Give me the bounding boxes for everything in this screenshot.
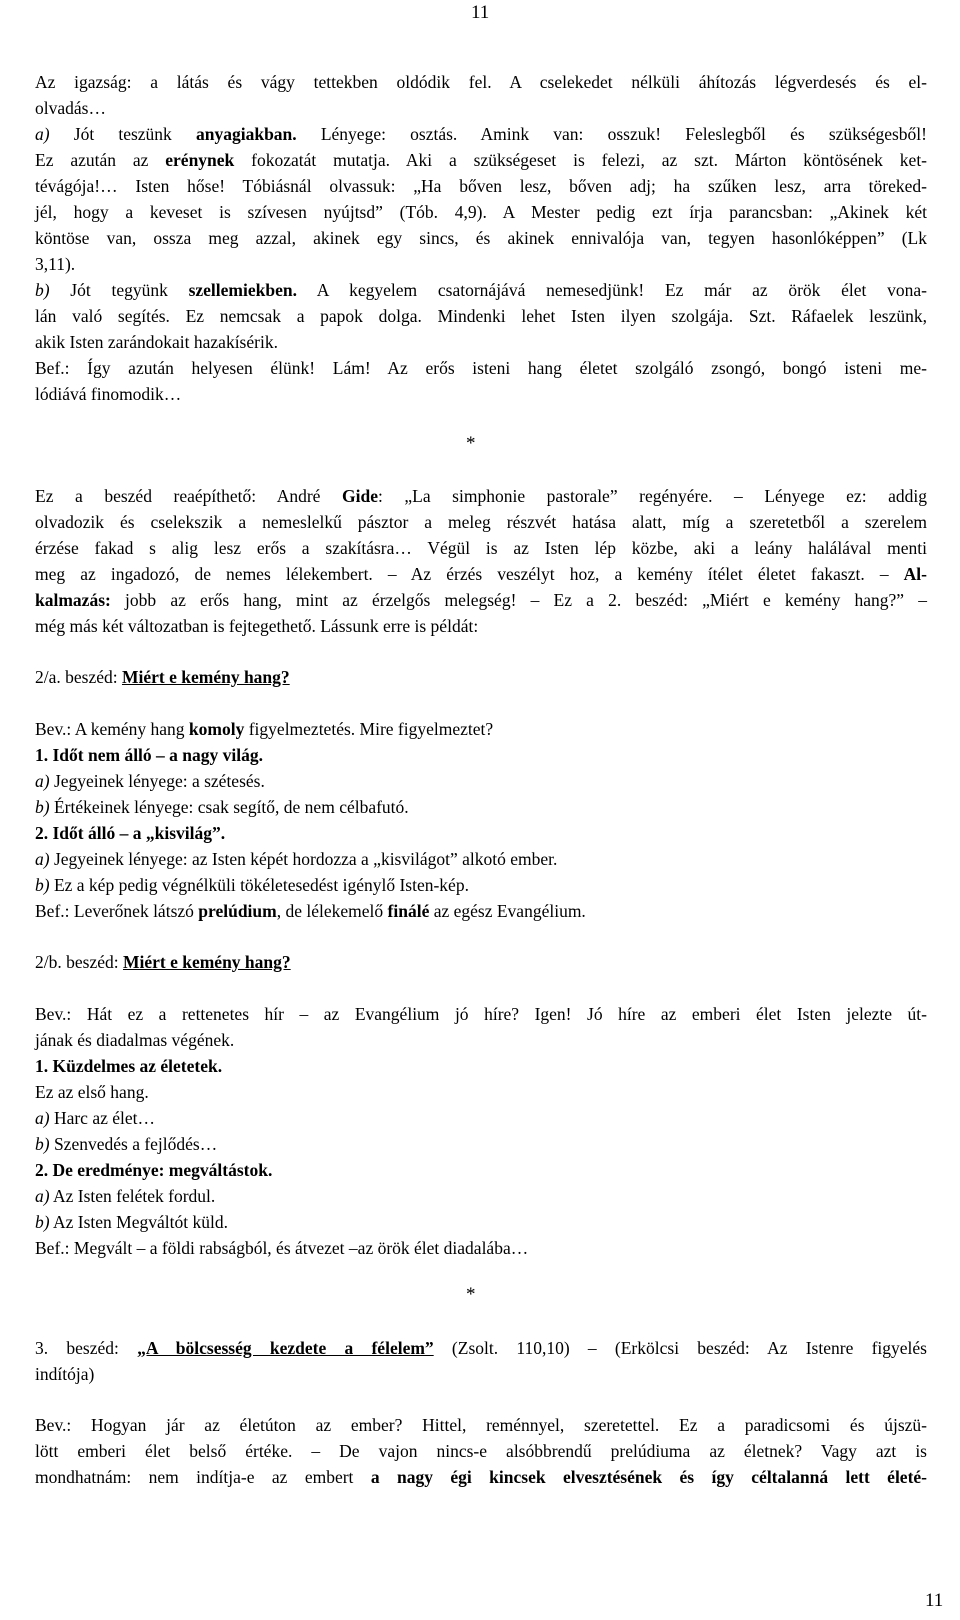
bold-term: Gide bbox=[342, 486, 378, 506]
heading-label: 2/a. beszéd: bbox=[35, 667, 122, 687]
heading-title: „A bölcsesség kezdete a félelem” bbox=[137, 1338, 434, 1358]
list-marker: b) bbox=[35, 875, 50, 895]
text-line bbox=[35, 796, 960, 818]
text-span: köntöse van, ossza meg azzal, akinek egy sincs, és akinek ennivalója van, tegyen hasonlóképpen” (Lk bbox=[35, 228, 927, 248]
text-span: Bef.: Leverőnek látszó bbox=[35, 901, 199, 921]
text-line bbox=[35, 97, 960, 119]
text-line bbox=[35, 718, 960, 740]
text-span: Szenvedés a fejlődés… bbox=[49, 1134, 218, 1154]
text-line bbox=[35, 615, 960, 637]
text-line bbox=[35, 175, 927, 197]
text-line bbox=[35, 848, 960, 870]
bold-term: a nagy égi kincsek elvesztésének és így céltalanná lett életé- bbox=[370, 1467, 928, 1487]
list-marker: a) bbox=[35, 771, 50, 791]
text-span: Ez a kép pedig végnélküli tökéletesedést igénylő Isten-kép. bbox=[49, 875, 469, 895]
text-span: Az Isten Megváltót küld. bbox=[49, 1212, 228, 1232]
text-span: Az Isten felétek fordul. bbox=[49, 1186, 216, 1206]
text-span: Lényege: osztás. Amink van: osszuk! Feleslegből és szükségesből! bbox=[296, 124, 927, 144]
text-span: A kegyelem csatornájává nemesedjünk! Ez már az örök élet vona- bbox=[296, 280, 927, 300]
list-marker: b) bbox=[35, 280, 50, 300]
bold-term: komoly bbox=[188, 719, 245, 739]
text-span: 3,11). bbox=[35, 254, 76, 274]
text-line bbox=[35, 874, 960, 896]
text-span: lán való segítés. Ez nemcsak a papok dolga. Mindenki lehet Isten ilyen szolgája. Szt. Ráfaelek leszünk, bbox=[35, 306, 927, 326]
text-span: Az igazság: a látás és vágy tettekben oldódik fel. A cselekedet nélküli áhítozás légverdesés és el- bbox=[35, 72, 927, 92]
text-span: Bev.: A kemény hang bbox=[35, 719, 189, 739]
text-line bbox=[35, 357, 927, 379]
text-span: fokozatát mutatja. Aki a szükségeset is felezi, az szt. Márton köntösének ket- bbox=[234, 150, 928, 170]
text-line bbox=[35, 331, 960, 353]
outline-point: 2. Időt álló – a „kisvilág”. bbox=[35, 823, 226, 843]
text-line bbox=[35, 279, 927, 301]
text-span: Jót teszünk bbox=[49, 124, 196, 144]
heading-title: Miért e kemény hang? bbox=[122, 952, 291, 972]
page-number-top: 11 bbox=[471, 2, 490, 23]
text-span: Jegyeinek lényege: a szétesés. bbox=[49, 771, 265, 791]
text-line bbox=[35, 253, 960, 275]
bold-term: anyagiakban. bbox=[196, 124, 297, 144]
text-span: meg az ingadozó, de nemes lélekembert. – Az érzés veszélyt hoz, a kemény ítélet életet fakaszt. – bbox=[35, 564, 904, 584]
text-line bbox=[35, 1211, 960, 1233]
list-marker: a) bbox=[35, 1186, 50, 1206]
heading-title: Miért e kemény hang? bbox=[121, 667, 290, 687]
text-span: : „La simphonie pastorale” regényére. – Lényege ez: addig bbox=[377, 486, 927, 506]
list-marker: a) bbox=[35, 849, 50, 869]
text-span: akik Isten zarándokait hazakísérik. bbox=[35, 332, 278, 352]
list-marker: a) bbox=[35, 1108, 50, 1128]
list-marker: b) bbox=[35, 797, 50, 817]
text-line bbox=[35, 123, 927, 145]
text-span: Bef.: Így azután helyesen élünk! Lám! Az erős isteni hang életet szolgáló zsongó, bongó isteni me- bbox=[35, 358, 927, 378]
text-span: figyelmeztetés. Mire figyelmeztet? bbox=[244, 719, 494, 739]
text-line bbox=[35, 71, 927, 93]
text-line bbox=[35, 227, 927, 249]
text-line bbox=[35, 383, 960, 405]
text-span: lött emberi élet belső értéke. – De vajon nincs-e alsóbbrendű prelúdiuma az életnek? Vagy azt is bbox=[35, 1441, 927, 1461]
text-span: Ez a beszéd reaépíthető: André bbox=[35, 486, 342, 506]
bold-term: prelúdium bbox=[198, 901, 277, 921]
text-line bbox=[35, 589, 927, 611]
text-span: még más két változatban is fejtegethető. Lássunk erre is példát: bbox=[35, 616, 479, 636]
text-line bbox=[35, 305, 927, 327]
section-separator: * bbox=[466, 433, 476, 454]
text-line bbox=[35, 1185, 960, 1207]
text-line bbox=[35, 1081, 960, 1103]
text-line bbox=[35, 1337, 927, 1359]
section-heading-2b bbox=[35, 951, 960, 973]
text-line bbox=[35, 511, 927, 533]
bold-term: Al- bbox=[903, 564, 927, 584]
bold-term: finálé bbox=[387, 901, 430, 921]
text-line bbox=[35, 1466, 927, 1488]
text-line bbox=[35, 1237, 960, 1259]
text-span: Jót tegyünk bbox=[49, 280, 189, 300]
text-line bbox=[35, 563, 927, 585]
text-line bbox=[35, 485, 927, 507]
text-line bbox=[35, 1107, 960, 1129]
list-marker: a) bbox=[35, 124, 50, 144]
outline-point: 1. Időt nem álló – a nagy világ. bbox=[35, 745, 264, 765]
text-span: olvadás… bbox=[35, 98, 106, 118]
text-line bbox=[35, 149, 927, 171]
text-span: tévágója!… Isten hőse! Tóbiásnál olvassuk: „Ha bőven lesz, bőven adj; ha szűken lesz, arra töreked- bbox=[35, 176, 927, 196]
text-span: (Zsolt. 110,10) – (Erkölcsi beszéd: Az Istenre figyelés bbox=[433, 1338, 927, 1358]
text-span: mondhatnám: nem indítja-e az embert bbox=[35, 1467, 371, 1487]
text-span: Jegyeinek lényege: az Isten képét hordozza a „kisvilágot” alkotó ember. bbox=[49, 849, 558, 869]
text-span: lódiává finomodik… bbox=[35, 384, 182, 404]
heading-label: 2/b. beszéd: bbox=[35, 952, 123, 972]
text-line bbox=[35, 1133, 960, 1155]
bold-term: erénynek bbox=[165, 150, 235, 170]
heading-label: 3. beszéd: bbox=[35, 1338, 138, 1358]
page-number-bottom: 11 bbox=[925, 1590, 944, 1611]
text-span: jobb az erős hang, mint az érzelgős melegség! – Ez a 2. beszéd: „Miért e kemény hang?” – bbox=[110, 590, 927, 610]
text-line bbox=[35, 1440, 927, 1462]
text-span: Ez azután az bbox=[35, 150, 166, 170]
bold-term: kalmazás: bbox=[35, 590, 111, 610]
text-span: olvadozik és cselekszik a nemeslelkű pásztor a meleg részvét hatása alatt, míg a szeretetből a szerelem bbox=[35, 512, 927, 532]
text-line bbox=[35, 1414, 927, 1436]
text-line bbox=[35, 1003, 927, 1025]
text-line bbox=[35, 537, 927, 559]
text-span: Értékeinek lényege: csak segítő, de nem célbafutó. bbox=[49, 797, 409, 817]
text-span: jának és diadalmas végének. bbox=[35, 1030, 235, 1050]
text-span: érzése fakad s alig lesz erős a szakításra… Végül is az Isten lép közbe, aki a leány halálával menti bbox=[35, 538, 927, 558]
text-span: Harc az élet… bbox=[49, 1108, 155, 1128]
text-span: Bev.: Hogyan jár az életúton az ember? Hittel, reménnyel, szeretettel. Ez a paradicsomi és újszü- bbox=[35, 1415, 927, 1435]
section-separator: * bbox=[466, 1284, 476, 1305]
text-line bbox=[35, 1363, 960, 1385]
text-span: indítója) bbox=[35, 1364, 95, 1384]
text-line bbox=[35, 201, 927, 223]
outline-point: 2. De eredménye: megváltástok. bbox=[35, 1160, 273, 1180]
section-heading-2a bbox=[35, 666, 960, 688]
text-span: az egész Evangélium. bbox=[429, 901, 586, 921]
text-span: , de lélekemelő bbox=[276, 901, 388, 921]
text-span: Bef.: Megvált – a földi rabságból, és átvezet –az örök élet diadalába… bbox=[35, 1238, 529, 1258]
bold-term: szellemiekben. bbox=[188, 280, 297, 300]
text-line bbox=[35, 1029, 960, 1051]
text-span: Ez az első hang. bbox=[35, 1082, 149, 1102]
text-line bbox=[35, 900, 960, 922]
outline-point: 1. Küzdelmes az életetek. bbox=[35, 1056, 223, 1076]
text-span: Bev.: Hát ez a rettenetes hír – az Evangélium jó híre? Igen! Jó híre az emberi élet Isten jelezte út- bbox=[35, 1004, 927, 1024]
list-marker: b) bbox=[35, 1212, 50, 1232]
text-span: jél, hogy a keveset is szívesen nyújtsd” (Tób. 4,9). A Mester pedig ezt írja parancsban: „Akinek két bbox=[35, 202, 927, 222]
list-marker: b) bbox=[35, 1134, 50, 1154]
text-line bbox=[35, 770, 960, 792]
